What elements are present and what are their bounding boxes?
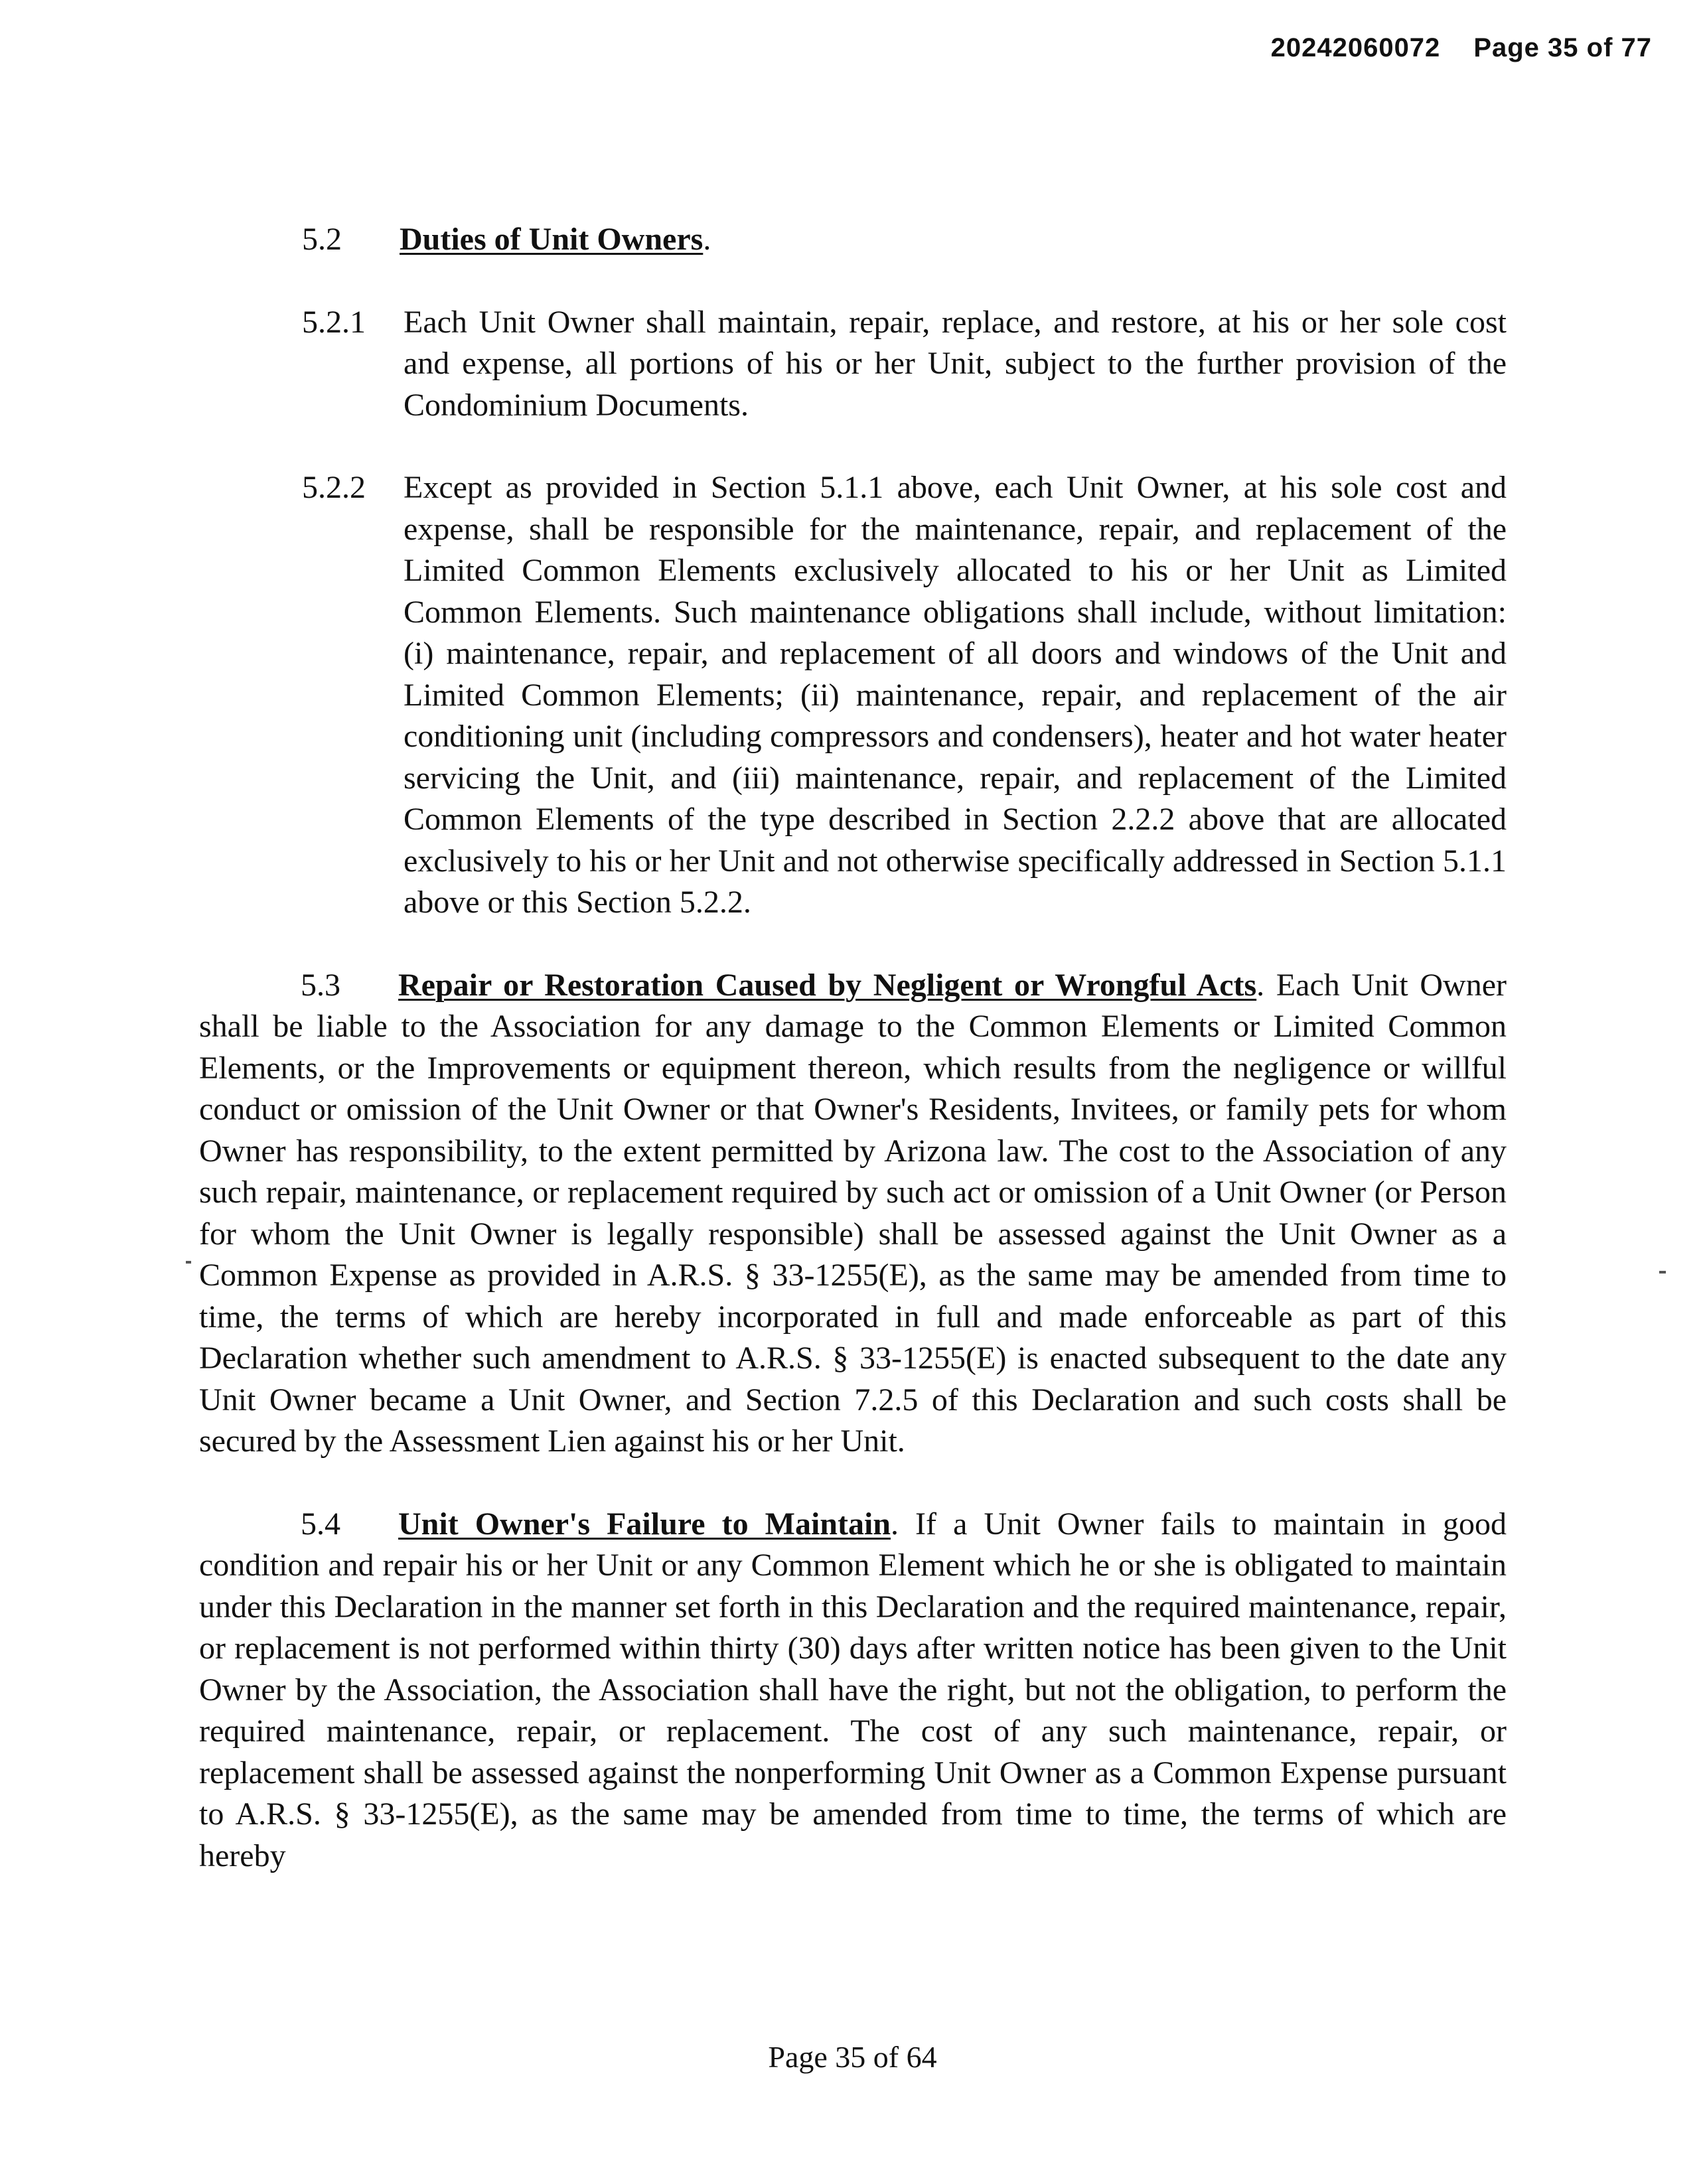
page-footer: Page 35 of 64	[768, 2040, 937, 2074]
section-number: 5.2	[302, 222, 342, 257]
subsection-number: 5.2.2	[302, 470, 366, 505]
section-title: Duties of Unit Owners	[400, 222, 704, 257]
section-text: . Each Unit Owner shall be liable to the Association for any damage to the Common Elements or Limited Common Elements, or the Improvements or equipment thereon, which results from the negligence or willful conduct or omission of the Unit Owner or that Owner's Residents, Invitees, or family pets for whom Owner has responsibility, to the extent permitted by Arizona law. The cost to the Association of any such repair, maintenance, or replacement required by such act or omission of a Unit Owner (or Person for whom the Unit Owner is legally responsible) shall be assessed against the Unit Owner as a Common Expense as provided in A.R.S. § 33-1255(E), as the same may be amended from time to time, the terms of which are hereby incorporated in full and made enforceable as part of this Declaration whether such amendment to A.R.S. § 33-1255(E) is enacted subsequent to the date any Unit Owner became a Unit Owner, and Section 7.2.5 of this Declaration and such costs shall be secured by the Assessment Lien against his or her Unit.	[199, 967, 1507, 1459]
section-number: 5.4	[301, 1506, 340, 1542]
recording-page-label: Page 35 of 77	[1473, 33, 1652, 62]
subsection-text: Except as provided in Section 5.1.1 above, each Unit Owner, at his sole cost and expense, shall be responsible for the maintenance, repair, and replacement of the Limited Common Elements exclusively allocated to his or her Unit as Limited Common Elements. Such maintenance obligations shall include, without limitation: (i) maintenance, repair, and replacement of all doors and windows of the Unit and Limited Common Elements; (ii) maintenance, repair, and replacement of the air conditioning unit (including compressors and condensers), heater and hot water heater servicing the Unit, and (iii) maintenance, repair, and replacement of the Limited Common Elements of the type described in Section 2.2.2 above that are allocated exclusively to his or her Unit and not otherwise specifically addressed in Section 5.1.1 above or this Section 5.2.2.	[404, 470, 1507, 920]
recording-number: 20242060072	[1270, 33, 1441, 62]
subsection-number: 5.2.1	[302, 304, 366, 340]
section-5-2-1	[199, 302, 1507, 427]
section-5-3	[199, 965, 1507, 1463]
scan-artifact	[186, 1261, 191, 1264]
subsection-text: Each Unit Owner shall maintain, repair, replace, and restore, at his or her sole cost and expense, all portions of his or her Unit, subject to the further provision of the Condominium Documents.	[404, 304, 1507, 423]
section-title-period: .	[703, 222, 711, 257]
section-5-2-heading	[302, 219, 1507, 261]
section-number: 5.3	[301, 967, 340, 1003]
scan-artifact	[1659, 1271, 1666, 1274]
section-title: Repair or Restoration Caused by Negligent or Wrongful Acts	[398, 967, 1257, 1003]
section-5-4	[199, 1504, 1507, 1877]
recording-stamp	[1271, 33, 1652, 63]
section-title: Unit Owner's Failure to Maintain	[398, 1506, 891, 1542]
section-text: . If a Unit Owner fails to maintain in good condition and repair his or her Unit or any Common Element which he or she is obligated to maintain under this Declaration in the manner set forth in this Declaration and the required maintenance, repair, or replacement is not performed within thirty (30) days after written notice has been given to the Unit Owner by the Association, the Association shall have the right, but not the obligation, to perform the required maintenance, repair, or replacement. The cost of any such maintenance, repair, or replacement shall be assessed against the nonperforming Unit Owner as a Common Expense pursuant to A.R.S. § 33-1255(E), as the same may be amended from time to time, the terms of which are hereby	[199, 1506, 1507, 1873]
document-body	[199, 219, 1507, 1877]
section-5-2-2	[199, 467, 1507, 924]
